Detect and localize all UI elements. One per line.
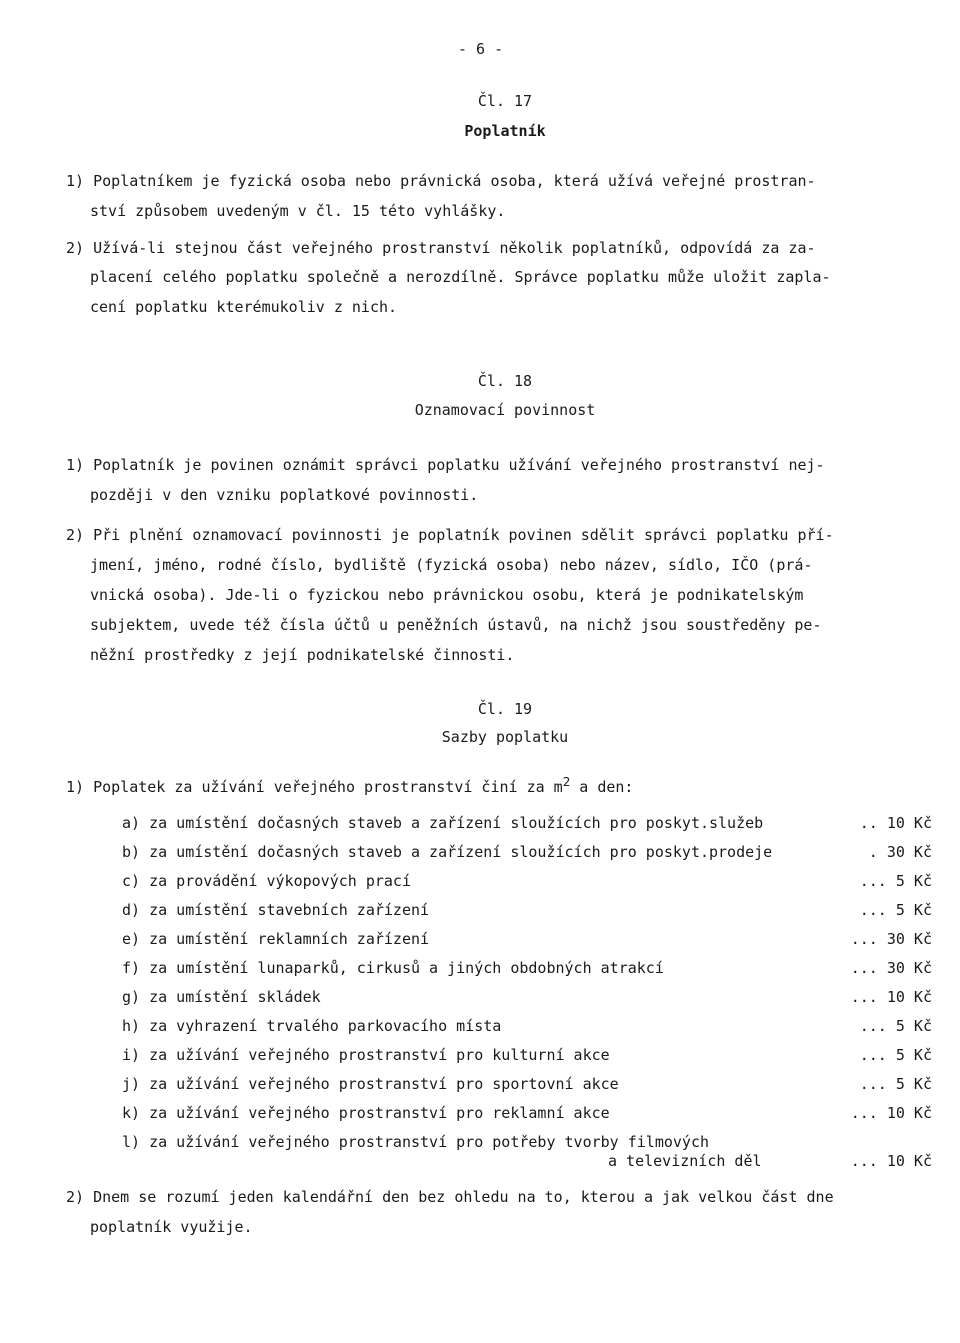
rate-row-h: [122, 1017, 932, 1037]
art18-p2-line5: něžní prostředky z její podnikatelské činnosti.: [90, 646, 515, 664]
art19-p1-text-end: a den:: [570, 778, 634, 796]
rate-amount: ... 5 Kč: [859, 901, 932, 919]
art17-p2-line3: cení poplatku kterémukoliv z nich.: [90, 298, 398, 316]
rate-row-l-line1: [122, 1133, 932, 1153]
rate-label: b) za umístění dočasných staveb a zařízení sloužících pro poskyt.prodeje: [122, 843, 773, 861]
rate-label: h) za vyhrazení trvalého parkovacího místa: [122, 1017, 502, 1035]
art18-p2-line4: subjektem, uvede též čísla účtů u peněžních ústavů, na nichž jsou soustředěny pe-: [90, 616, 822, 634]
art19-p1-text: 1) Poplatek za užívání veřejného prostranství činí za m: [66, 778, 563, 796]
rate-label: c) za provádění výkopových prací: [122, 872, 411, 890]
rate-amount: ... 5 Kč: [859, 872, 932, 890]
rate-amount: ... 5 Kč: [859, 1046, 932, 1064]
art19-p1: [66, 774, 633, 796]
rate-row-a: [122, 814, 932, 834]
rate-label: i) za užívání veřejného prostranství pro kulturní akce: [122, 1046, 610, 1064]
art17-p2-line2: placení celého poplatku společně a nerozdílně. Správce poplatku může uložit zapla-: [90, 268, 831, 286]
art18-p2-line3: vnická osoba). Jde-li o fyzickou nebo právnickou osobu, která je podnikatelským: [90, 586, 804, 604]
rate-row-l-line2: [122, 1152, 932, 1172]
rate-amount: . 30 Kč: [868, 843, 932, 861]
rate-label: j) za užívání veřejného prostranství pro sportovní akce: [122, 1075, 619, 1093]
rate-row-c: [122, 872, 932, 892]
rate-amount: ... 5 Kč: [859, 1075, 932, 1093]
article-17-heading: Čl. 17: [477, 92, 533, 110]
rate-amount: ... 10 Kč: [850, 1104, 932, 1122]
rate-amount: ... 30 Kč: [850, 930, 932, 948]
rate-amount: ... 10 Kč: [850, 1152, 932, 1170]
art18-p2-line2: jmení, jméno, rodné číslo, bydliště (fyzická osoba) nebo název, sídlo, IČO (prá-: [90, 556, 813, 574]
rate-row-i: [122, 1046, 932, 1066]
rate-label: f) za umístění lunaparků, cirkusů a jiných obdobných atrakcí: [122, 959, 664, 977]
art17-p1-line1: 1) Poplatníkem je fyzická osoba nebo právnická osoba, která užívá veřejné prostran-: [66, 172, 816, 190]
rate-label: a) za umístění dočasných staveb a zařízení sloužících pro poskyt.služeb: [122, 814, 764, 832]
art18-p2-line1: 2) Při plnění oznamovací povinnosti je poplatník povinen sdělit správci poplatku pří-: [66, 526, 834, 544]
art17-p1-line2: ství způsobem uvedeným v čl. 15 této vyhlášky.: [90, 202, 506, 220]
article-19-heading: Čl. 19: [477, 700, 533, 718]
art17-p2-line1: 2) Užívá-li stejnou část veřejného prostranství několik poplatníků, odpovídá za za-: [66, 239, 816, 257]
rate-row-d: [122, 901, 932, 921]
rate-row-k: [122, 1104, 932, 1124]
art19-p1-superscript: 2: [562, 774, 571, 789]
rate-label: e) za umístění reklamních zařízení: [122, 930, 430, 948]
art19-p2-line2: poplatník využije.: [90, 1218, 253, 1236]
art18-p1-line1: 1) Poplatník je povinen oznámit správci poplatku užívání veřejného prostranství nej-: [66, 456, 825, 474]
rate-row-e: [122, 930, 932, 950]
rate-label: d) za umístění stavebních zařízení: [122, 901, 430, 919]
art18-p1-line2: později v den vzniku poplatkové povinnosti.: [90, 486, 479, 504]
rate-amount: .. 10 Kč: [859, 814, 932, 832]
rate-amount: ... 5 Kč: [859, 1017, 932, 1035]
article-19-title: Sazby poplatku: [441, 728, 569, 746]
rate-row-j: [122, 1075, 932, 1095]
rate-label: k) za užívání veřejného prostranství pro reklamní akce: [122, 1104, 610, 1122]
article-18-title: Oznamovací povinnost: [414, 401, 596, 419]
rate-row-g: [122, 988, 932, 1008]
art19-p2-line1: 2) Dnem se rozumí jeden kalendářní den bez ohledu na to, kterou a jak velkou část dne: [66, 1188, 834, 1206]
article-18-heading: Čl. 18: [477, 372, 533, 390]
rate-amount: ... 10 Kč: [850, 988, 932, 1006]
rate-label: l) za užívání veřejného prostranství pro potřeby tvorby filmových: [122, 1133, 709, 1151]
rate-row-b: [122, 843, 932, 863]
rate-row-f: [122, 959, 932, 979]
rate-label: a televizních děl: [608, 1152, 762, 1170]
article-17-title: Poplatník: [464, 122, 546, 140]
page-number: - 6 -: [458, 40, 504, 58]
rate-label: g) za umístění skládek: [122, 988, 321, 1006]
rate-amount: ... 30 Kč: [850, 959, 932, 977]
